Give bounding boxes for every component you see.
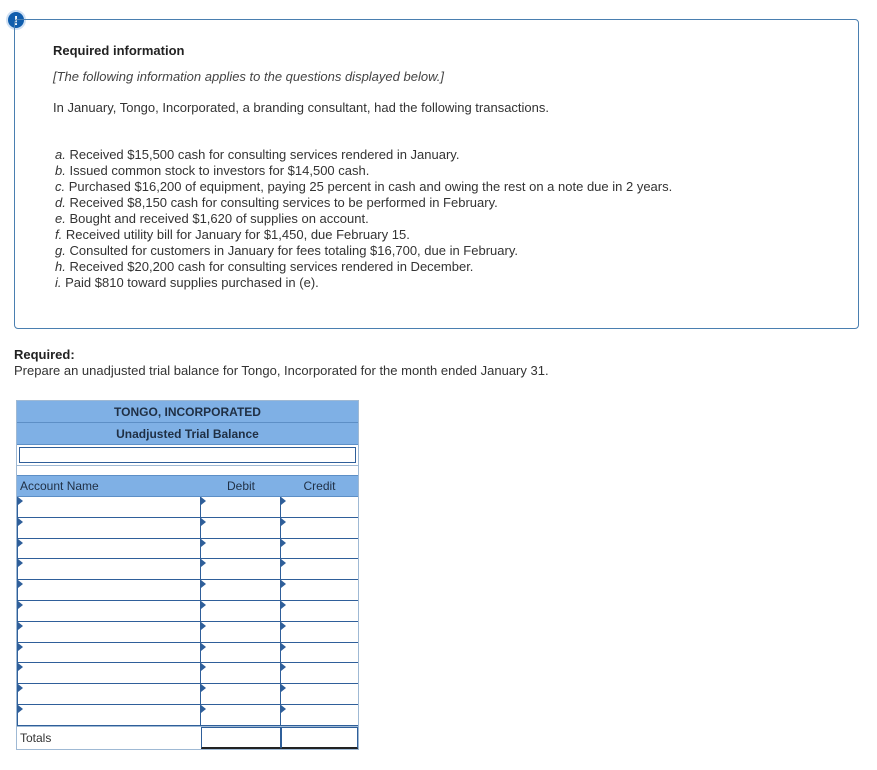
debit-input[interactable] xyxy=(201,684,281,704)
account-name-input[interactable] xyxy=(17,643,201,663)
date-row xyxy=(17,445,358,466)
company-name: TONGO, INCORPORATED xyxy=(17,401,358,423)
transaction-text: Bought and received $1,620 of supplies on account. xyxy=(69,211,369,226)
statement-title: Unadjusted Trial Balance xyxy=(17,423,358,445)
required-instructions: Prepare an unadjusted trial balance for Tongo, Incorporated for the month ended January 31. xyxy=(14,363,549,378)
credit-input[interactable] xyxy=(281,601,358,621)
transaction-letter: f. xyxy=(55,227,63,242)
transaction-text: Received utility bill for January for $1,450, due February 15. xyxy=(65,227,410,242)
transaction-text: Issued common stock to investors for $14,500 cash. xyxy=(69,163,370,178)
input-marker-icon xyxy=(201,497,206,505)
input-marker-icon xyxy=(201,684,206,692)
input-marker-icon xyxy=(201,663,206,671)
credit-input[interactable] xyxy=(281,559,358,579)
input-marker-icon xyxy=(18,622,23,630)
transaction-item xyxy=(55,195,672,211)
account-name-header: Account Name xyxy=(20,479,99,493)
credit-header: Credit xyxy=(303,479,336,493)
transaction-item xyxy=(55,275,672,291)
input-marker-icon xyxy=(201,622,206,630)
transaction-text: Received $20,200 cash for consulting services rendered in December. xyxy=(69,259,474,274)
credit-input[interactable] xyxy=(281,684,358,704)
debit-input[interactable] xyxy=(201,705,281,725)
input-marker-icon xyxy=(281,539,286,547)
credit-input[interactable] xyxy=(281,539,358,559)
table-row xyxy=(17,559,358,580)
transaction-letter: g. xyxy=(55,243,66,258)
credit-input[interactable] xyxy=(281,497,358,517)
account-name-input[interactable] xyxy=(17,580,201,600)
table-row xyxy=(17,622,358,643)
input-marker-icon xyxy=(18,643,23,651)
input-marker-icon xyxy=(18,684,23,692)
alert-icon: ! xyxy=(6,10,26,30)
input-marker-icon xyxy=(18,518,23,526)
credit-input[interactable] xyxy=(281,622,358,642)
account-name-input[interactable] xyxy=(17,622,201,642)
input-marker-icon xyxy=(18,663,23,671)
table-row xyxy=(17,601,358,622)
column-headers xyxy=(17,475,358,497)
transaction-item xyxy=(55,211,672,227)
debit-input[interactable] xyxy=(201,663,281,683)
transaction-list xyxy=(55,147,672,291)
input-marker-icon xyxy=(18,580,23,588)
input-marker-icon xyxy=(281,518,286,526)
input-marker-icon xyxy=(201,643,206,651)
input-marker-icon xyxy=(201,539,206,547)
debit-input[interactable] xyxy=(201,601,281,621)
transaction-text: Purchased $16,200 of equipment, paying 25 percent in cash and owing the rest on a note due in 2 years. xyxy=(68,179,673,194)
transaction-letter: e. xyxy=(55,211,66,226)
totals-label: Totals xyxy=(20,730,52,745)
debit-input[interactable] xyxy=(201,497,281,517)
credit-input[interactable] xyxy=(281,705,358,725)
debit-total xyxy=(201,727,281,749)
credit-total xyxy=(281,727,358,749)
transaction-item xyxy=(55,227,672,243)
account-name-input[interactable] xyxy=(17,705,201,725)
transaction-text: Received $8,150 cash for consulting services to be performed in February. xyxy=(69,195,498,210)
transaction-text: Paid $810 toward supplies purchased in (e). xyxy=(65,275,319,290)
debit-input[interactable] xyxy=(201,539,281,559)
transaction-text: Consulted for customers in January for fees totaling $16,700, due in February. xyxy=(69,243,518,258)
credit-input[interactable] xyxy=(281,580,358,600)
input-marker-icon xyxy=(201,559,206,567)
debit-input[interactable] xyxy=(201,622,281,642)
table-row xyxy=(17,518,358,539)
required-information-panel xyxy=(14,19,859,329)
transaction-letter: b. xyxy=(55,163,66,178)
input-marker-icon xyxy=(281,663,286,671)
input-marker-icon xyxy=(201,518,206,526)
input-marker-icon xyxy=(281,684,286,692)
debit-input[interactable] xyxy=(201,518,281,538)
account-name-input[interactable] xyxy=(17,684,201,704)
transaction-item xyxy=(55,243,672,259)
input-marker-icon xyxy=(281,643,286,651)
transaction-item xyxy=(55,259,672,275)
input-marker-icon xyxy=(18,601,23,609)
trial-balance-table xyxy=(16,400,359,750)
debit-input[interactable] xyxy=(201,559,281,579)
transaction-item xyxy=(55,163,672,179)
table-row xyxy=(17,684,358,705)
input-marker-icon xyxy=(281,580,286,588)
input-marker-icon xyxy=(281,559,286,567)
debit-input[interactable] xyxy=(201,580,281,600)
credit-input[interactable] xyxy=(281,518,358,538)
transaction-item xyxy=(55,179,672,195)
table-row xyxy=(17,705,358,726)
transaction-letter: h. xyxy=(55,259,66,274)
credit-input[interactable] xyxy=(281,643,358,663)
table-row xyxy=(17,663,358,684)
table-row xyxy=(17,539,358,560)
transaction-letter: i. xyxy=(55,275,62,290)
input-marker-icon xyxy=(201,705,206,713)
input-marker-icon xyxy=(18,559,23,567)
spacer-row xyxy=(17,466,358,475)
input-marker-icon xyxy=(281,601,286,609)
debit-header: Debit xyxy=(226,479,255,493)
input-marker-icon xyxy=(201,580,206,588)
input-marker-icon xyxy=(201,601,206,609)
account-name-input[interactable] xyxy=(17,601,201,621)
table-row xyxy=(17,497,358,518)
debit-input[interactable] xyxy=(201,643,281,663)
totals-row xyxy=(17,726,358,749)
transaction-letter: a. xyxy=(55,147,66,162)
credit-input[interactable] xyxy=(281,663,358,683)
transaction-letter: d. xyxy=(55,195,66,210)
input-marker-icon xyxy=(281,705,286,713)
account-name-input[interactable] xyxy=(17,497,201,517)
transaction-letter: c. xyxy=(55,179,66,194)
info-intro: In January, Tongo, Incorporated, a branding consultant, had the following transactions. xyxy=(53,100,550,115)
input-marker-icon xyxy=(281,497,286,505)
table-row xyxy=(17,643,358,664)
required-heading: Required: xyxy=(14,347,75,362)
input-marker-icon xyxy=(18,497,23,505)
transaction-text: Received $15,500 cash for consulting services rendered in January. xyxy=(69,147,460,162)
info-note: [The following information applies to the questions displayed below.] xyxy=(53,69,444,84)
entry-rows xyxy=(17,497,358,726)
info-title: Required information xyxy=(53,43,185,58)
input-marker-icon xyxy=(281,622,286,630)
transaction-item xyxy=(55,147,672,163)
account-name-input[interactable] xyxy=(17,663,201,683)
account-name-input[interactable] xyxy=(17,559,201,579)
input-marker-icon xyxy=(18,539,23,547)
account-name-input[interactable] xyxy=(17,518,201,538)
account-name-input[interactable] xyxy=(17,539,201,559)
input-marker-icon xyxy=(18,705,23,713)
table-row xyxy=(17,580,358,601)
date-input[interactable] xyxy=(19,447,356,463)
